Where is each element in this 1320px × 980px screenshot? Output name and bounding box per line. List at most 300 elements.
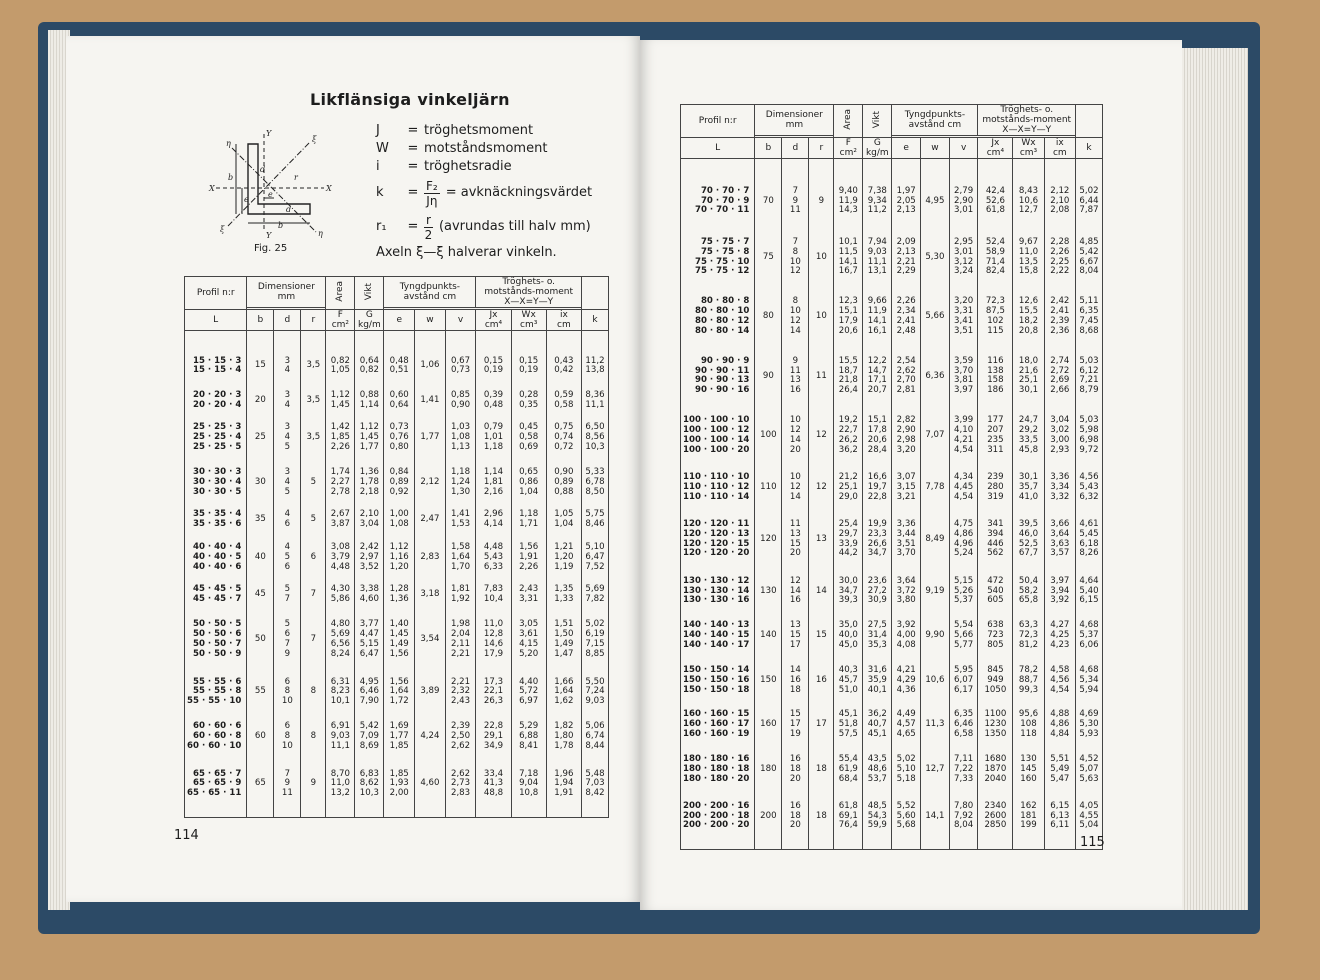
- cell-prof: [681, 406, 755, 465]
- header-text: G: [873, 138, 881, 148]
- cell-ix: [1044, 159, 1075, 229]
- value-v: 1,98: [450, 619, 471, 630]
- value-k: 8,50: [585, 486, 605, 497]
- value-b: 35: [254, 514, 266, 525]
- header-unit: kg/m: [865, 148, 889, 158]
- value-k: 7,24: [585, 686, 605, 697]
- cell-r: [301, 760, 326, 818]
- value-F: 30,0: [838, 575, 858, 586]
- cell-F: [834, 747, 863, 792]
- value-ix: 3,34: [1050, 481, 1070, 492]
- cell-r: [301, 535, 326, 580]
- cell-w: [921, 510, 950, 569]
- cell-F: [834, 347, 863, 406]
- value-b: 75: [762, 251, 774, 262]
- value-e: 4,49: [896, 709, 916, 720]
- value-Jx: 605: [987, 595, 1004, 606]
- cell-d: [782, 703, 809, 748]
- header-text: k: [592, 315, 598, 325]
- value-k: 4,61: [1079, 519, 1099, 530]
- value-prof: 150 · 150 · 18: [683, 684, 750, 695]
- value-v: 2,43: [450, 696, 471, 707]
- value-e: 5,02: [896, 753, 916, 764]
- value-d: 12: [789, 316, 801, 327]
- value-Wx: 12,6: [1018, 296, 1039, 307]
- value-e: 3,44: [896, 528, 916, 539]
- value-b: 20: [254, 394, 266, 405]
- value-k: 5,10: [585, 541, 605, 552]
- value-Jx: 52,6: [985, 195, 1005, 206]
- value-k: 8,56: [585, 432, 605, 443]
- value-prof: 40 · 40 · 5: [192, 551, 242, 562]
- legend-row: [376, 244, 592, 262]
- value-e: 4,08: [896, 640, 916, 650]
- value-e: 2,62: [896, 365, 916, 376]
- cell-b: [247, 610, 274, 670]
- value-G: 1,12: [359, 422, 379, 433]
- value-d: 19: [789, 729, 801, 740]
- value-F: 34,7: [838, 585, 858, 596]
- value-k: 4,05: [1079, 800, 1099, 811]
- value-d: 8: [284, 731, 291, 742]
- cell-w: [921, 658, 950, 703]
- value-w: 5,66: [925, 311, 945, 322]
- value-Wx: 45,8: [1018, 444, 1039, 455]
- legend-row: [376, 210, 592, 244]
- value-r: 16: [815, 674, 827, 685]
- value-r: 12: [815, 481, 827, 492]
- value-prof: 90 · 90 · 16: [694, 385, 750, 396]
- value-prof: 80 · 80 · 8: [700, 296, 750, 307]
- value-w: 9,19: [925, 585, 945, 596]
- cell-d: [782, 159, 809, 229]
- value-d: 7: [284, 768, 291, 779]
- value-b: 25: [254, 432, 266, 443]
- value-k: 5,42: [1079, 246, 1099, 257]
- header-text: b: [257, 315, 264, 325]
- table-row-group: [185, 416, 609, 461]
- cell-Wx: [511, 580, 546, 610]
- value-k: 6,18: [1079, 538, 1099, 549]
- value-prof: 160 · 160 · 15: [683, 709, 750, 720]
- legend-equals: =: [407, 159, 419, 174]
- value-Wx: 6,88: [519, 731, 539, 742]
- cell-d: [782, 658, 809, 703]
- cell-e: [384, 460, 415, 505]
- value-prof: 150 · 150 · 14: [683, 664, 750, 675]
- cell-F: [326, 610, 355, 670]
- value-d: 4: [284, 509, 291, 520]
- value-e: 3,36: [896, 519, 916, 530]
- cell-k: [1076, 287, 1103, 346]
- value-F: 51,0: [838, 684, 858, 695]
- value-Wx: 3,61: [519, 629, 539, 640]
- value-ix: 0,89: [554, 476, 574, 487]
- value-ix: 2,12: [1050, 185, 1070, 196]
- value-e: 2,70: [896, 375, 916, 386]
- value-e: 2,41: [896, 316, 916, 327]
- cell-G: [355, 610, 384, 670]
- value-F: 1,42: [330, 422, 350, 433]
- svg-text:X: X: [209, 184, 215, 193]
- value-e: 1,00: [389, 509, 409, 520]
- value-F: 19,2: [838, 415, 858, 426]
- value-Jx: 2600: [984, 810, 1007, 821]
- value-v: 1,92: [450, 594, 471, 604]
- cell-G: [355, 535, 384, 580]
- svg-text:Y: Y: [266, 129, 272, 138]
- value-Wx: 1,71: [519, 519, 539, 530]
- value-r: 5: [310, 476, 317, 487]
- value-F: 11,5: [838, 246, 858, 257]
- value-k: 6,12: [1079, 365, 1099, 376]
- value-Wx: 118: [1020, 729, 1037, 740]
- col-vikt: [863, 105, 892, 138]
- value-G: 0,88: [359, 389, 379, 400]
- col-v: [445, 310, 476, 331]
- value-F: 45,7: [838, 674, 858, 685]
- table-row-group: [681, 347, 1103, 406]
- cell-G: [355, 580, 384, 610]
- cell-F: [326, 331, 355, 386]
- cell-b: [247, 535, 274, 580]
- legend-text: (avrundas till halv mm): [438, 219, 591, 234]
- value-k: 7,15: [585, 638, 605, 649]
- value-d: 16: [789, 385, 801, 396]
- cell-r: [809, 614, 834, 659]
- value-v: 2,79: [954, 185, 974, 196]
- value-prof: 60 · 60 · 8: [192, 731, 242, 742]
- cell-d: [782, 747, 809, 792]
- value-d: 15: [789, 709, 801, 720]
- value-prof: 130 · 130 · 12: [683, 575, 750, 586]
- table-row-group: [681, 658, 1103, 703]
- value-F: 21,2: [838, 472, 858, 483]
- svg-text:b: b: [278, 221, 284, 230]
- value-F: 21,8: [838, 375, 858, 386]
- cell-b: [755, 792, 782, 850]
- value-Jx: 1100: [984, 709, 1007, 720]
- value-d: 10: [281, 740, 293, 751]
- value-e: 3,15: [896, 481, 916, 492]
- value-d: 5: [284, 551, 291, 562]
- header-text: Vikt: [364, 282, 375, 301]
- value-Jx: 186: [987, 385, 1004, 396]
- value-Jx: 0,19: [483, 365, 504, 376]
- value-G: 1,77: [359, 441, 379, 452]
- value-F: 15,5: [838, 355, 858, 366]
- value-v: 6,35: [954, 709, 974, 720]
- value-G: 35,3: [867, 640, 887, 650]
- value-v: 1,81: [450, 584, 471, 595]
- value-k: 6,47: [585, 551, 605, 562]
- cell-prof: [681, 159, 755, 229]
- value-v: 2,83: [450, 788, 471, 799]
- value-prof: 30 · 30 · 3: [192, 467, 242, 478]
- value-k: 4,64: [1079, 575, 1099, 586]
- header-unit: cm⁴: [986, 148, 1005, 158]
- cell-G: [863, 747, 892, 792]
- value-Jx: 0,79: [483, 422, 504, 433]
- value-Jx: 87,5: [985, 306, 1005, 317]
- cell-e: [892, 569, 921, 614]
- value-d: 17: [789, 719, 801, 730]
- value-Jx: 52,4: [985, 237, 1005, 248]
- value-ix: 1,20: [554, 551, 574, 562]
- cell-F: [834, 510, 863, 569]
- header-text: G: [365, 310, 373, 320]
- value-k: 4,55: [1079, 810, 1099, 821]
- value-k: 8,04: [1079, 266, 1099, 277]
- value-prof: 65 · 65 · 9: [192, 778, 242, 789]
- value-e: 4,36: [896, 684, 916, 695]
- value-e: 0,80: [389, 441, 409, 452]
- value-d: 6: [284, 721, 291, 732]
- value-r: 13: [815, 533, 827, 544]
- cell-w: [415, 386, 446, 416]
- value-ix: 1,91: [554, 788, 574, 799]
- page-number-left: 114: [174, 828, 199, 843]
- cell-G: [863, 228, 892, 287]
- value-e: 5,68: [896, 820, 916, 831]
- value-F: 29,7: [838, 528, 858, 539]
- value-k: 6,98: [1079, 434, 1099, 445]
- value-Jx: 12,8: [483, 629, 504, 640]
- value-k: 8,79: [1079, 385, 1099, 396]
- value-e: 3,92: [896, 620, 916, 631]
- cell-e: [892, 614, 921, 659]
- cell-w: [415, 610, 446, 670]
- value-ix: 3,64: [1050, 528, 1070, 539]
- value-v: 7,11: [954, 753, 974, 764]
- value-v: 2,32: [450, 686, 471, 697]
- cell-r: [809, 228, 834, 287]
- legend-axis-note: Axeln ξ—ξ halverar vinkeln.: [376, 245, 557, 260]
- fraction-numerator: F₂: [426, 178, 438, 193]
- cell-d: [274, 670, 301, 715]
- col-Wx: [511, 310, 546, 331]
- cell-r: [809, 406, 834, 465]
- value-k: 5,07: [1079, 763, 1099, 774]
- value-prof: 70 · 70 · 11: [694, 205, 750, 216]
- value-d: 12: [789, 424, 801, 435]
- cell-prof: [185, 580, 247, 610]
- value-b: 80: [762, 311, 774, 322]
- cell-b: [247, 580, 274, 610]
- value-Jx: 102: [987, 316, 1004, 327]
- angle-section-diagram: [206, 128, 336, 240]
- value-e: 2,13: [896, 205, 916, 216]
- value-prof: 75 · 75 · 10: [694, 256, 750, 267]
- value-d: 5: [284, 441, 291, 452]
- value-ix: 0,42: [554, 365, 574, 376]
- cell-F: [834, 658, 863, 703]
- value-prof: 65 · 65 · 11: [187, 788, 242, 799]
- value-G: 36,2: [867, 709, 887, 720]
- value-Jx: 7,83: [483, 584, 504, 595]
- value-e: 3,51: [896, 538, 916, 549]
- col-profil: [681, 105, 755, 138]
- value-G: 9,34: [867, 195, 887, 206]
- value-Jx: 949: [987, 674, 1004, 685]
- cell-ix: [1044, 614, 1075, 659]
- cell-w: [415, 416, 446, 461]
- value-Jx: 319: [987, 491, 1004, 502]
- value-e: 1,93: [389, 778, 409, 789]
- value-prof: 40 · 40 · 6: [192, 561, 242, 572]
- value-e: 5,18: [896, 773, 916, 784]
- left-page: [66, 36, 640, 902]
- value-F: 3,08: [330, 541, 350, 552]
- cell-v: [445, 505, 476, 535]
- value-k: 5,93: [1079, 729, 1099, 740]
- value-ix: 2,93: [1050, 444, 1070, 455]
- value-prof: 200 · 200 · 18: [683, 810, 750, 821]
- cell-e: [892, 703, 921, 748]
- value-v: 1,64: [450, 551, 471, 562]
- cell-k: [1076, 347, 1103, 406]
- header-unit: cm: [1052, 148, 1067, 158]
- value-e: 1,28: [389, 584, 409, 595]
- cell-k: [582, 580, 609, 610]
- cell-F: [326, 460, 355, 505]
- value-d: 6: [284, 676, 291, 687]
- value-r: 11: [815, 370, 827, 381]
- header-unit: kg/m: [358, 320, 381, 330]
- cell-v: [949, 569, 978, 614]
- value-G: 26,6: [867, 538, 887, 549]
- value-G: 4,47: [359, 629, 379, 640]
- value-Jx: 72,3: [985, 296, 1005, 307]
- cell-Wx: [1013, 792, 1044, 850]
- value-d: 14: [789, 664, 801, 675]
- value-d: 6: [284, 561, 291, 572]
- cell-b: [755, 159, 782, 229]
- value-v: 0,85: [450, 389, 471, 400]
- value-d: 15: [789, 538, 801, 549]
- value-e: 1,85: [389, 768, 409, 779]
- table-row-group: [681, 510, 1103, 569]
- value-d: 16: [789, 753, 801, 764]
- value-k: 4,68: [1079, 620, 1099, 631]
- cell-e: [384, 670, 415, 715]
- value-G: 9,03: [867, 246, 887, 257]
- legend-text: motståndsmoment: [424, 141, 548, 156]
- value-F: 29,0: [838, 491, 858, 502]
- table-row-group: [681, 747, 1103, 792]
- value-ix: 4,84: [1050, 729, 1070, 740]
- value-ix: 4,56: [1050, 674, 1070, 685]
- value-prof: 55 · 55 · 6: [192, 676, 242, 687]
- value-Jx: 4,14: [483, 519, 504, 530]
- value-G: 7,94: [867, 237, 887, 248]
- value-d: 11: [789, 365, 801, 376]
- value-k: 7,03: [585, 778, 605, 789]
- value-Wx: 8,41: [519, 740, 539, 751]
- value-w: 1,77: [420, 432, 440, 443]
- table-row-group: [185, 535, 609, 580]
- table-row-group: [185, 331, 609, 386]
- value-ix: 4,86: [1050, 719, 1070, 730]
- svg-text:η: η: [318, 229, 323, 238]
- value-F: 3,87: [330, 519, 350, 530]
- value-G: 14,7: [867, 365, 887, 376]
- cell-d: [274, 760, 301, 818]
- value-ix: 3,32: [1050, 491, 1070, 502]
- value-r: 10: [815, 251, 827, 262]
- value-v: 6,07: [954, 674, 974, 685]
- value-ix: 0,90: [554, 467, 574, 478]
- cell-Wx: [1013, 465, 1044, 510]
- value-G: 7,38: [867, 185, 887, 196]
- value-d: 10: [789, 256, 801, 267]
- header-text: L: [715, 143, 721, 153]
- value-e: 4,00: [896, 630, 916, 641]
- value-d: 5: [284, 584, 291, 595]
- value-F: 5,69: [330, 629, 350, 640]
- value-v: 5,26: [954, 585, 974, 596]
- header-text: Area: [335, 281, 346, 302]
- value-F: 13,2: [330, 788, 350, 799]
- value-F: 44,2: [838, 548, 858, 559]
- value-e: 1,16: [389, 551, 409, 562]
- cell-k: [582, 610, 609, 670]
- value-w: 3,89: [420, 686, 440, 697]
- value-k: 10,3: [585, 441, 605, 452]
- cell-r: [301, 416, 326, 461]
- value-Jx: 2040: [984, 773, 1007, 784]
- cell-prof: [681, 347, 755, 406]
- value-k: 4,69: [1079, 709, 1099, 720]
- value-w: 4,24: [420, 731, 440, 742]
- cell-w: [921, 287, 950, 346]
- header-text: Area: [843, 109, 854, 130]
- value-k: 6,35: [1079, 306, 1099, 317]
- header-text: Dimensioner mm: [257, 282, 315, 302]
- value-e: 0,76: [389, 432, 409, 443]
- svg-text:e: e: [268, 190, 273, 199]
- value-d: 14: [789, 325, 801, 336]
- value-d: 8: [792, 246, 799, 257]
- col-F: [326, 310, 355, 331]
- value-d: 13: [789, 528, 801, 539]
- value-prof: 80 · 80 · 12: [694, 316, 750, 327]
- value-ix: 2,36: [1050, 325, 1070, 336]
- value-Jx: 1050: [984, 684, 1007, 695]
- value-e: 0,89: [389, 476, 409, 487]
- svg-text:d: d: [286, 205, 292, 214]
- value-k: 7,52: [585, 561, 605, 572]
- value-Wx: 13,5: [1018, 256, 1039, 267]
- value-w: 7,07: [925, 429, 945, 440]
- value-b: 55: [254, 686, 266, 697]
- figure-caption: Fig. 25: [254, 243, 288, 254]
- value-Wx: 130: [1020, 753, 1037, 764]
- value-r: 8: [310, 731, 317, 742]
- value-F: 26,2: [838, 434, 858, 445]
- value-k: 13,8: [585, 365, 605, 376]
- value-G: 10,3: [359, 788, 379, 799]
- cell-w: [921, 703, 950, 748]
- value-k: 8,46: [585, 519, 605, 530]
- cell-prof: [185, 331, 247, 386]
- value-F: 57,5: [838, 729, 858, 740]
- value-G: 8,62: [359, 778, 379, 789]
- value-Jx: 845: [987, 664, 1004, 675]
- cell-v: [949, 703, 978, 748]
- value-ix: 4,88: [1050, 709, 1070, 720]
- value-k: 7,21: [1079, 375, 1099, 386]
